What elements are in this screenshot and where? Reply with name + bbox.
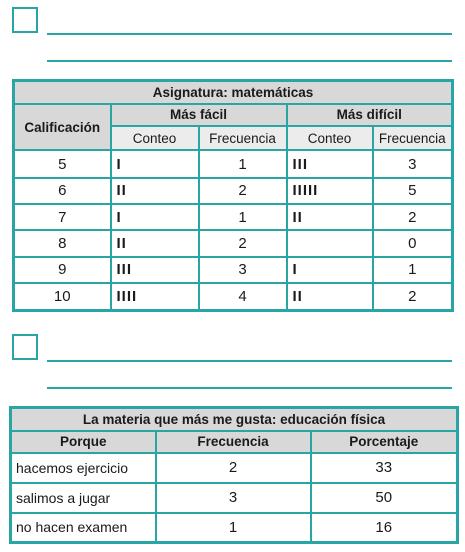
- frecuencia-cell: 2: [156, 453, 311, 483]
- answer-checkbox-1[interactable]: [12, 7, 38, 33]
- porque-cell: hacemos ejercicio: [11, 453, 156, 483]
- table-row: [11, 513, 458, 543]
- facil-conteo-cell: I: [111, 150, 199, 177]
- dificil-conteo-cell: II: [287, 204, 373, 230]
- calificacion-cell: 7: [14, 204, 111, 230]
- facil-frecuencia-cell: 4: [199, 283, 287, 310]
- answer-line-2b: [47, 387, 452, 389]
- calificacion-cell: 9: [14, 257, 111, 283]
- porque-cell: no hacen examen: [11, 513, 156, 543]
- answer-line-1a: [47, 33, 452, 35]
- calificacion-cell: 5: [14, 150, 111, 177]
- dificil-frecuencia-cell: 1: [373, 257, 453, 283]
- calificacion-cell: 8: [14, 230, 111, 256]
- frecuencia-cell: 1: [156, 513, 311, 543]
- dificil-conteo-cell: [287, 230, 373, 256]
- facil-conteo-cell: IIII: [111, 283, 199, 310]
- table-row: [14, 178, 453, 204]
- favorite-subject-table: [9, 406, 459, 544]
- porcentaje-cell: 50: [311, 483, 458, 513]
- dificil-conteo-cell: I: [287, 257, 373, 283]
- table1-title: Asignatura: matemáticas: [14, 81, 453, 104]
- col-dificil-frecuencia: Frecuencia: [373, 126, 453, 150]
- dificil-frecuencia-cell: 2: [373, 283, 453, 310]
- facil-conteo-cell: I: [111, 204, 199, 230]
- table-row: [14, 283, 453, 310]
- col-facil-conteo: Conteo: [111, 126, 199, 150]
- calificacion-cell: 6: [14, 178, 111, 204]
- dificil-frecuencia-cell: 3: [373, 150, 453, 177]
- facil-frecuencia-cell: 3: [199, 257, 287, 283]
- table-row: [14, 230, 453, 256]
- col-calificacion: Calificación: [14, 104, 111, 151]
- porque-cell: salimos a jugar: [11, 483, 156, 513]
- math-frequency-table: [12, 79, 454, 312]
- frecuencia-cell: 3: [156, 483, 311, 513]
- dificil-conteo-cell: IIIII: [287, 178, 373, 204]
- dificil-frecuencia-cell: 0: [373, 230, 453, 256]
- porcentaje-cell: 16: [311, 513, 458, 543]
- group-mas-dificil: Más difícil: [287, 104, 453, 126]
- dificil-conteo-cell: II: [287, 283, 373, 310]
- table-row: [14, 204, 453, 230]
- facil-frecuencia-cell: 2: [199, 230, 287, 256]
- facil-frecuencia-cell: 2: [199, 178, 287, 204]
- col-frecuencia: Frecuencia: [156, 431, 311, 453]
- col-porcentaje: Porcentaje: [311, 431, 458, 453]
- col-facil-frecuencia: Frecuencia: [199, 126, 287, 150]
- col-dificil-conteo: Conteo: [287, 126, 373, 150]
- table-row: [14, 257, 453, 283]
- answer-checkbox-2[interactable]: [12, 334, 38, 360]
- group-mas-facil: Más fácil: [111, 104, 287, 126]
- dificil-frecuencia-cell: 5: [373, 178, 453, 204]
- porcentaje-cell: 33: [311, 453, 458, 483]
- answer-line-1b: [47, 60, 452, 62]
- facil-frecuencia-cell: 1: [199, 150, 287, 177]
- calificacion-cell: 10: [14, 283, 111, 310]
- dificil-conteo-cell: III: [287, 150, 373, 177]
- facil-conteo-cell: II: [111, 178, 199, 204]
- answer-line-2a: [47, 360, 452, 362]
- facil-conteo-cell: III: [111, 257, 199, 283]
- facil-conteo-cell: II: [111, 230, 199, 256]
- col-porque: Porque: [11, 431, 156, 453]
- table-row: [11, 483, 458, 513]
- table-row: [11, 453, 458, 483]
- facil-frecuencia-cell: 1: [199, 204, 287, 230]
- table2-title: La materia que más me gusta: educación física: [11, 408, 458, 431]
- dificil-frecuencia-cell: 2: [373, 204, 453, 230]
- table-row: [14, 150, 453, 177]
